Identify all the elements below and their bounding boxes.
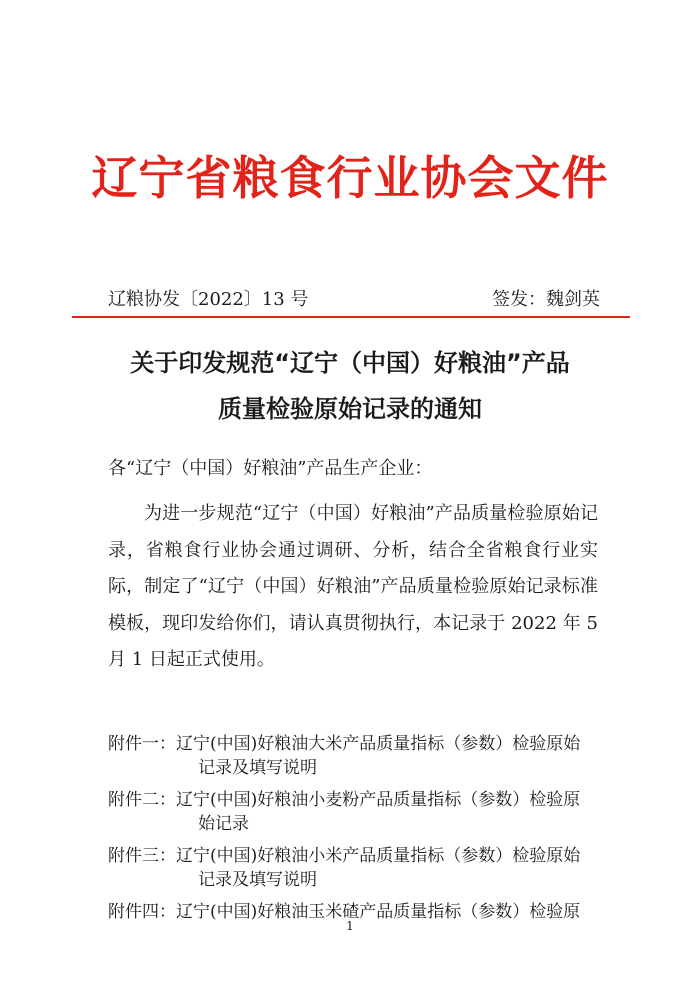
attachment-item [108, 788, 608, 836]
document-number: 辽粮协发〔2022〕13 号 [108, 289, 309, 310]
document-header-title: 辽宁省粮食行业协会文件 [91, 151, 609, 205]
signer: 签发：魏剑英 [492, 289, 600, 310]
page-number: 1 [346, 919, 354, 933]
attachment-item-line-2: 始记录 [198, 814, 249, 834]
attachment-item-line-1: 附件一：辽宁(中国)好粮油大米产品质量指标（参数）检验原始 [108, 734, 581, 754]
attachment-item [108, 844, 608, 892]
attachment-list [108, 732, 608, 932]
header-divider [72, 316, 630, 318]
salutation: 各“辽宁（中国）好粮油”产品生产企业： [108, 458, 433, 479]
notice-title-line-1: 关于印发规范“辽宁（中国）好粮油”产品 [130, 349, 570, 377]
attachment-item-line-1: 附件三：辽宁(中国)好粮油小米产品质量指标（参数）检验原始 [108, 846, 581, 866]
notice-title [0, 340, 700, 432]
attachment-item-line-2: 记录及填写说明 [198, 758, 317, 778]
body-paragraph: 为进一步规范“辽宁（中国）好粮油”产品质量检验原始记录，省粮食行业协会通过调研、分析，结合全省粮食行业实际，制定了“辽宁（中国）好粮油”产品质量检验原始记录标准模板，现印发给你们，请认真贯彻执行，本记录于 2022 年 5 月 1 日起正式使用。 [108, 503, 598, 670]
attachment-item-line-1: 附件四：辽宁(中国)好粮油玉米碴产品质量指标（参数）检验原 [108, 902, 581, 922]
notice-title-line-2: 质量检验原始记录的通知 [218, 395, 482, 423]
attachment-item-line-1: 附件二：辽宁(中国)好粮油小麦粉产品质量指标（参数）检验原 [108, 790, 581, 810]
attachment-item [108, 732, 608, 780]
attachment-item-line-2: 记录及填写说明 [198, 870, 317, 890]
